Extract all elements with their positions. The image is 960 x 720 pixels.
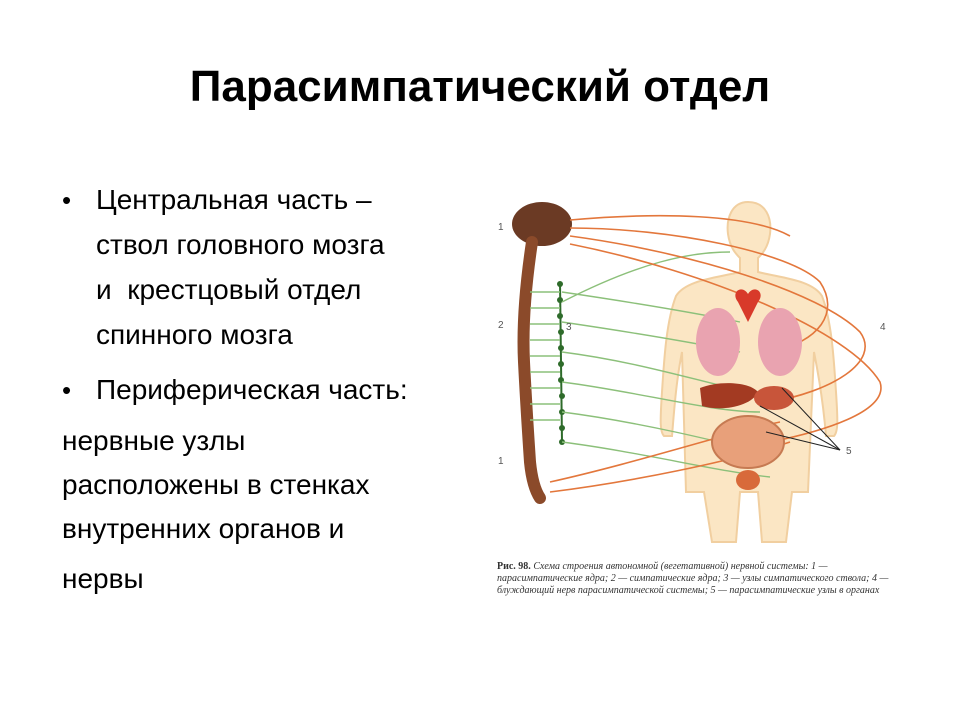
nervous-system-diagram (490, 192, 900, 552)
figure-label: 1 (498, 456, 504, 467)
bullet-dot-icon: • (62, 185, 72, 215)
bladder-shape (736, 470, 760, 490)
bullet-line: и крестцовый отдел (96, 274, 362, 305)
left-lung-shape (696, 308, 740, 376)
bullet-line: спинного мозга (96, 319, 293, 350)
bullet-dot-icon: • (62, 375, 72, 405)
figure-label: 1 (498, 222, 504, 233)
caption-head: Рис. 98. (497, 561, 531, 572)
bullet-line: Центральная часть – (96, 184, 372, 215)
body-line: внутренних органов и (62, 513, 345, 544)
slide-title: Парасимпатический отдел (189, 62, 771, 111)
figure-label: 2 (498, 320, 504, 331)
bullet-line: Периферическая часть: (96, 374, 408, 405)
intestines-shape (712, 416, 784, 468)
caption-body: Схема строения автономной (вегетативной) нервной системы: 1 — парасимпатические ядра; 2 — симпатические ядра; 3 — узлы симпатического ствола; 4 — блуждающий нерв парасимпатической системы; 5 — парасимпатические узлы в органах (497, 561, 889, 596)
figure-label: 3 (566, 322, 572, 333)
body-line: нервные узлы (62, 425, 246, 456)
brain-shape (512, 202, 572, 246)
figure-caption (497, 561, 902, 597)
bullet-line: ствол головного мозга (96, 229, 385, 260)
right-lung-shape (758, 308, 802, 376)
body-line: нервы (62, 563, 144, 594)
body-silhouette (661, 202, 838, 542)
body-line: расположены в стенках (62, 469, 370, 500)
spinal-cord-shape (523, 242, 540, 498)
figure-label: 5 (846, 446, 852, 457)
figure-label: 4 (880, 322, 886, 333)
